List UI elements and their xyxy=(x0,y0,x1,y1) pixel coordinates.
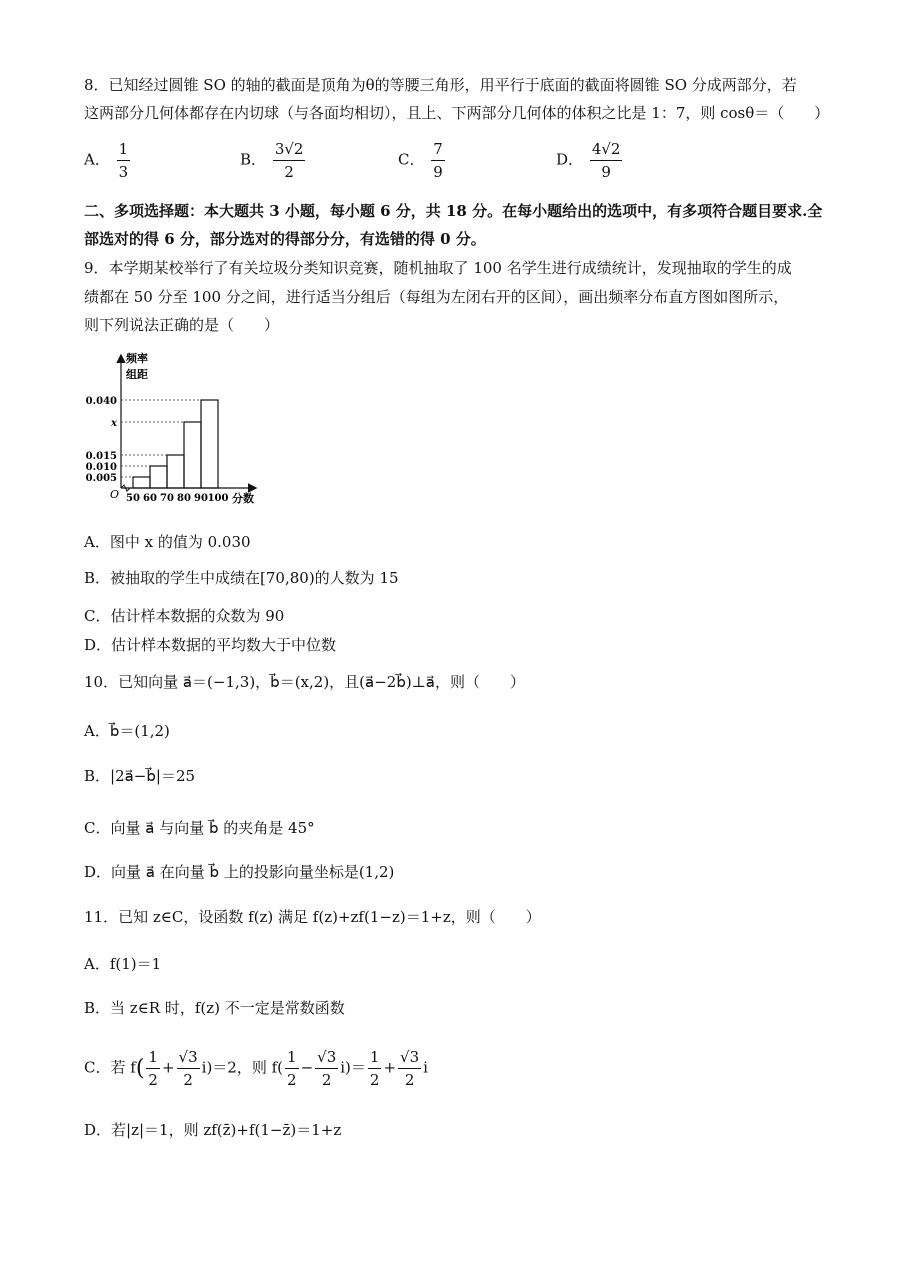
q9-option-a: A．图中 x 的值为 0.030 xyxy=(84,533,251,551)
x-tick-label: 70 xyxy=(160,493,174,504)
q8-option-a: A． $\frac{1}{3}$ xyxy=(84,140,129,181)
y-tick-label: x xyxy=(111,418,117,429)
q9-stem-line3: 则下列说法正确的是（ ） xyxy=(84,316,280,334)
q9-option-c: C．估计样本数据的众数为 90 xyxy=(84,607,285,625)
section2-heading-line1: 二、多项选择题：本大题共 3 小题，每小题 6 分，共 18 分。在每小题给出的选项中，有多项符合题目要求.全 xyxy=(84,202,823,220)
q11-option-a: A．f(1)＝1 xyxy=(84,955,162,973)
x-tick-label: 100 xyxy=(207,493,229,504)
x-tick-label: 60 xyxy=(143,493,157,504)
q10-option-b: B．|2a⃗−b⃗|＝25 xyxy=(84,767,196,785)
q9-stem-line2: 绩都在 50 分至 100 分之间，进行适当分组后（每组为左闭右开的区间），画出频率分布直方图如图所示， xyxy=(84,288,789,306)
q11-stem: 11．已知 z∈C，设函数 f(z) 满足 f(z)+zf(1−z)＝1+z，则（ ） xyxy=(84,908,541,926)
y-axis-label-bottom: 组距 xyxy=(126,368,148,381)
y-tick-label: 0.010 xyxy=(85,462,117,473)
x-tick-label: 80 xyxy=(177,493,191,504)
histogram-bar xyxy=(201,400,218,488)
histogram-bar xyxy=(184,422,201,488)
frequency-histogram xyxy=(80,348,280,510)
y-axis-label-top: 频率 xyxy=(126,352,148,365)
q10-option-a: A．b⃗＝(1,2) xyxy=(84,722,170,740)
q11-option-c: C．若 f( $\frac{1}{2}$ + $\frac{√3}{2}$ i)＝2，则 f( $\frac{1}{2}$ − $\frac{√3}{2}$ i)＝ $\frac{1}{2}$ + $\frac{√3}{2}$ i xyxy=(84,1048,428,1089)
q10-stem: 10．已知向量 a⃗＝(−1,3)，b⃗＝(x,2)，且(a⃗−2b⃗)⊥a⃗，则（ ） xyxy=(84,673,526,691)
x-tick-label: 90 xyxy=(194,493,208,504)
section2-heading-line2: 部选对的得 6 分，部分选对的得部分分，有选错的得 0 分。 xyxy=(84,230,486,248)
origin-label: O xyxy=(110,488,120,501)
q9-option-d: D．估计样本数据的平均数大于中位数 xyxy=(84,636,337,654)
q8-option-b: B． $\frac{3√2}{2}$ xyxy=(240,140,304,181)
histogram-bar xyxy=(167,455,184,488)
q11-option-b: B．当 z∈R 时，f(z) 不一定是常数函数 xyxy=(84,999,345,1017)
q9-stem-line1: 9．本学期某校举行了有关垃圾分类知识竞赛，随机抽取了 100 名学生进行成绩统计，发现抽取的学生的成 xyxy=(84,259,792,277)
y-tick-label: 0.015 xyxy=(85,451,117,462)
q10-option-d: D．向量 a⃗ 在向量 b⃗ 上的投影向量坐标是(1,2) xyxy=(84,863,395,881)
q9-option-b: B．被抽取的学生中成绩在[70,80)的人数为 15 xyxy=(84,569,399,587)
histogram-bar xyxy=(150,466,167,488)
y-tick-label: 0.005 xyxy=(85,473,117,484)
histogram-bar xyxy=(133,477,150,488)
q8-option-c: C． $\frac{7}{9}$ xyxy=(398,140,443,181)
x-axis-label: 分数 xyxy=(232,492,254,505)
q8-stem-line1: 8．已知经过圆锥 SO 的轴的截面是顶角为θ的等腰三角形，用平行于底面的截面将圆锥 SO 分成两部分，若 xyxy=(84,76,797,94)
q11-option-d: D．若|z|＝1，则 zf(z̄)+f(1−z̄)＝1+z xyxy=(84,1121,342,1139)
x-tick-label: 50 xyxy=(126,493,140,504)
q10-option-c: C．向量 a⃗ 与向量 b⃗ 的夹角是 45° xyxy=(84,819,315,837)
q8-stem-line2: 这两部分几何体都存在内切球（与各面均相切），且上、下两部分几何体的体积之比是 1：7，则 cosθ＝（ ） xyxy=(84,104,830,122)
q8-option-d: D． $\frac{4√2}{9}$ xyxy=(556,140,621,181)
y-tick-label: 0.040 xyxy=(85,396,117,407)
